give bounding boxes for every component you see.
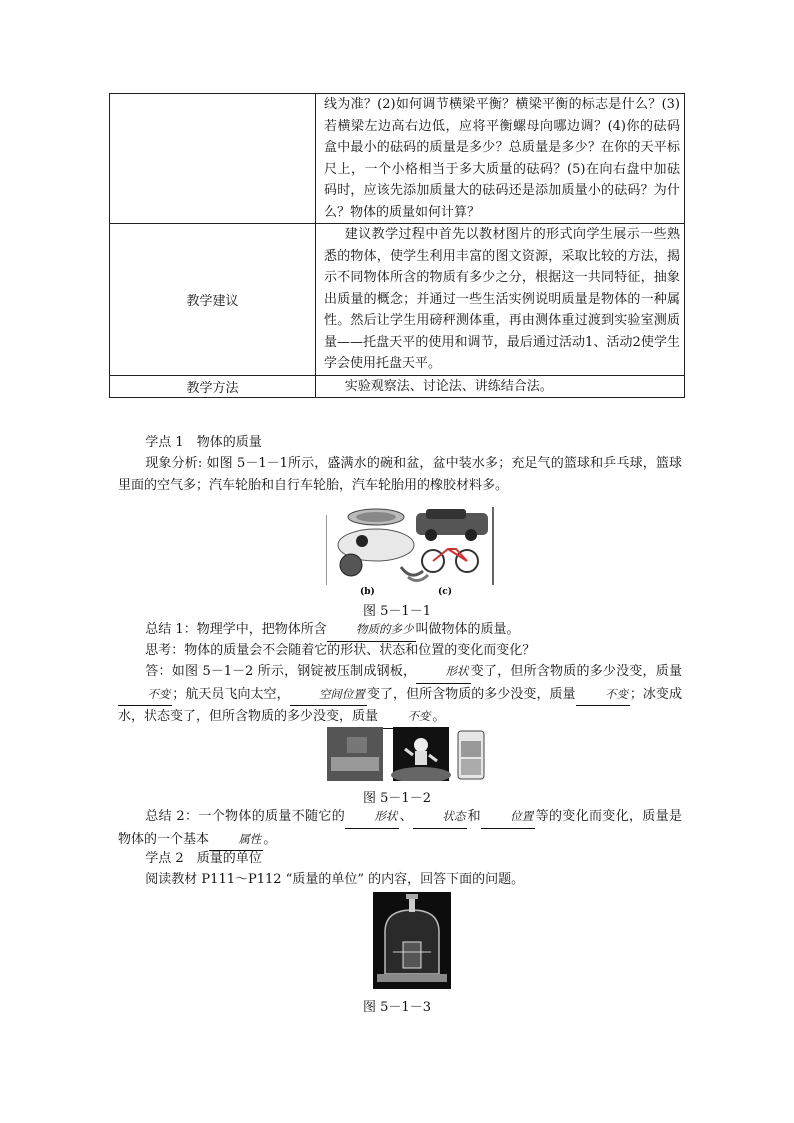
table-row: [110, 375, 685, 398]
table-row: [110, 224, 685, 376]
answer-blank: 形状: [345, 806, 399, 829]
figure-caption: 图 5－1－2: [363, 791, 431, 806]
table-content-method: 实验观察法、讨论法、讲练结合法。: [316, 375, 685, 398]
answer-blank: 位置: [481, 806, 535, 829]
table-label-empty: [110, 94, 316, 224]
answer-text: 。: [432, 709, 446, 724]
answer-text: 变了，但所含物质的多少没变，质量: [470, 664, 682, 679]
figure-5-1-1: [326, 505, 496, 597]
answer-text: ；航天员飞向太空，: [172, 686, 290, 702]
answer-text: ；冰变成水，状态变了，但所含物质的多少没变，质量: [118, 686, 682, 724]
summary-1-text: 总结 1：物理学中，把物体所含: [145, 622, 327, 637]
figure-label-b: (b): [360, 587, 375, 597]
table-row: [110, 94, 685, 224]
figure-caption: 图 5－1－3: [363, 1000, 431, 1015]
summary-2-text: 总结 2：一个物体的质量不随它的: [145, 809, 346, 824]
summary-2: [118, 806, 682, 851]
answer-blank: 物质的多少: [327, 619, 416, 642]
think-question: 思考：物体的质量会不会随着它的形状、状态和位置的变化而变化？: [145, 643, 536, 658]
summary-2-text: 、: [399, 809, 414, 824]
summary-2-text: 等的变化而变化，质量是物体的一个基本: [118, 809, 682, 847]
figure-5-1-3-image: [373, 892, 451, 989]
answer-blank: 属性: [209, 829, 263, 852]
section1-heading: 学点 1 物体的质量: [145, 435, 262, 450]
answer-blank: 状态: [413, 806, 467, 829]
answer-text: 答：如图 5－1－2 所示，钢锭被压制成钢板，: [145, 664, 417, 679]
reading-instruction: 阅读教材 P111～P112 “质量的单位” 的内容，回答下面的问题。: [145, 872, 525, 887]
figure-label-c: (c): [438, 587, 452, 597]
section2-heading: 学点 2 质量的单位: [145, 851, 262, 866]
summary-2-text: 。: [263, 831, 277, 847]
summary-1: [118, 619, 682, 642]
summary-1-text-end: 叫做物体的质量。: [415, 622, 520, 637]
answer-blank: 形状: [416, 661, 470, 684]
figure-5-1-1-image: [326, 505, 496, 597]
answer-text: 变了，但所含物质的多少没变，质量: [366, 686, 576, 702]
table-label-suggestion: 教学建议: [110, 224, 316, 376]
figure-5-1-2-image: [327, 727, 485, 781]
phenomenon-analysis: 现象分析: 如图 5－1－1所示，盛满水的碗和盆，盆中装水多；充足气的篮球和乒乓球，篮球里面的空气多；汽车轮胎和自行车轮胎，汽车轮胎用的橡胶材料多。: [118, 456, 682, 493]
answer-blank: 不变: [576, 684, 630, 707]
table-content-suggestion: 建议教学过程中首先以教材图片的形式向学生展示一些熟悉的物体，使学生利用丰富的图文资源，采取比较的方法，揭示不同物体所含的物质有多少之分，根据这一共同特征，抽象出质量的概念；并通过一些生活实例说明质量是物体的一种属性。然后让学生用磅秤测体重，再由测体重过渡到实验室测质量——托盘天平的使用和调节，最后通过活动1、活动2使学生学会使用托盘天平。: [316, 224, 685, 376]
answer-blank: 不变: [378, 706, 432, 729]
summary-2-text: 和: [467, 809, 481, 824]
answer-blank: 空间位置: [290, 684, 367, 707]
figure-caption: 图 5－1－1: [363, 604, 431, 619]
table-content-questions: 线为准？(2)如何调节横梁平衡？横梁平衡的标志是什么？(3)若横梁左边高右边低，应将平衡螺母向哪边调？(4)你的砝码盒中最小的砝码的质量是多少？总质量是多少？在你的天平标尺上，一个小格相当于多大质量的砝码？(5)在向右盘中加砝码时，应该先添加质量大的砝码还是添加质量小的砝码？为什么？物体的质量如何计算？: [316, 94, 685, 224]
table-label-method: 教学方法: [110, 375, 316, 398]
answer-paragraph: [118, 661, 682, 729]
figure-5-1-3: [373, 892, 451, 989]
figure-5-1-2: [327, 727, 485, 781]
answer-blank: 不变: [118, 684, 172, 707]
lesson-info-table: [109, 93, 685, 398]
